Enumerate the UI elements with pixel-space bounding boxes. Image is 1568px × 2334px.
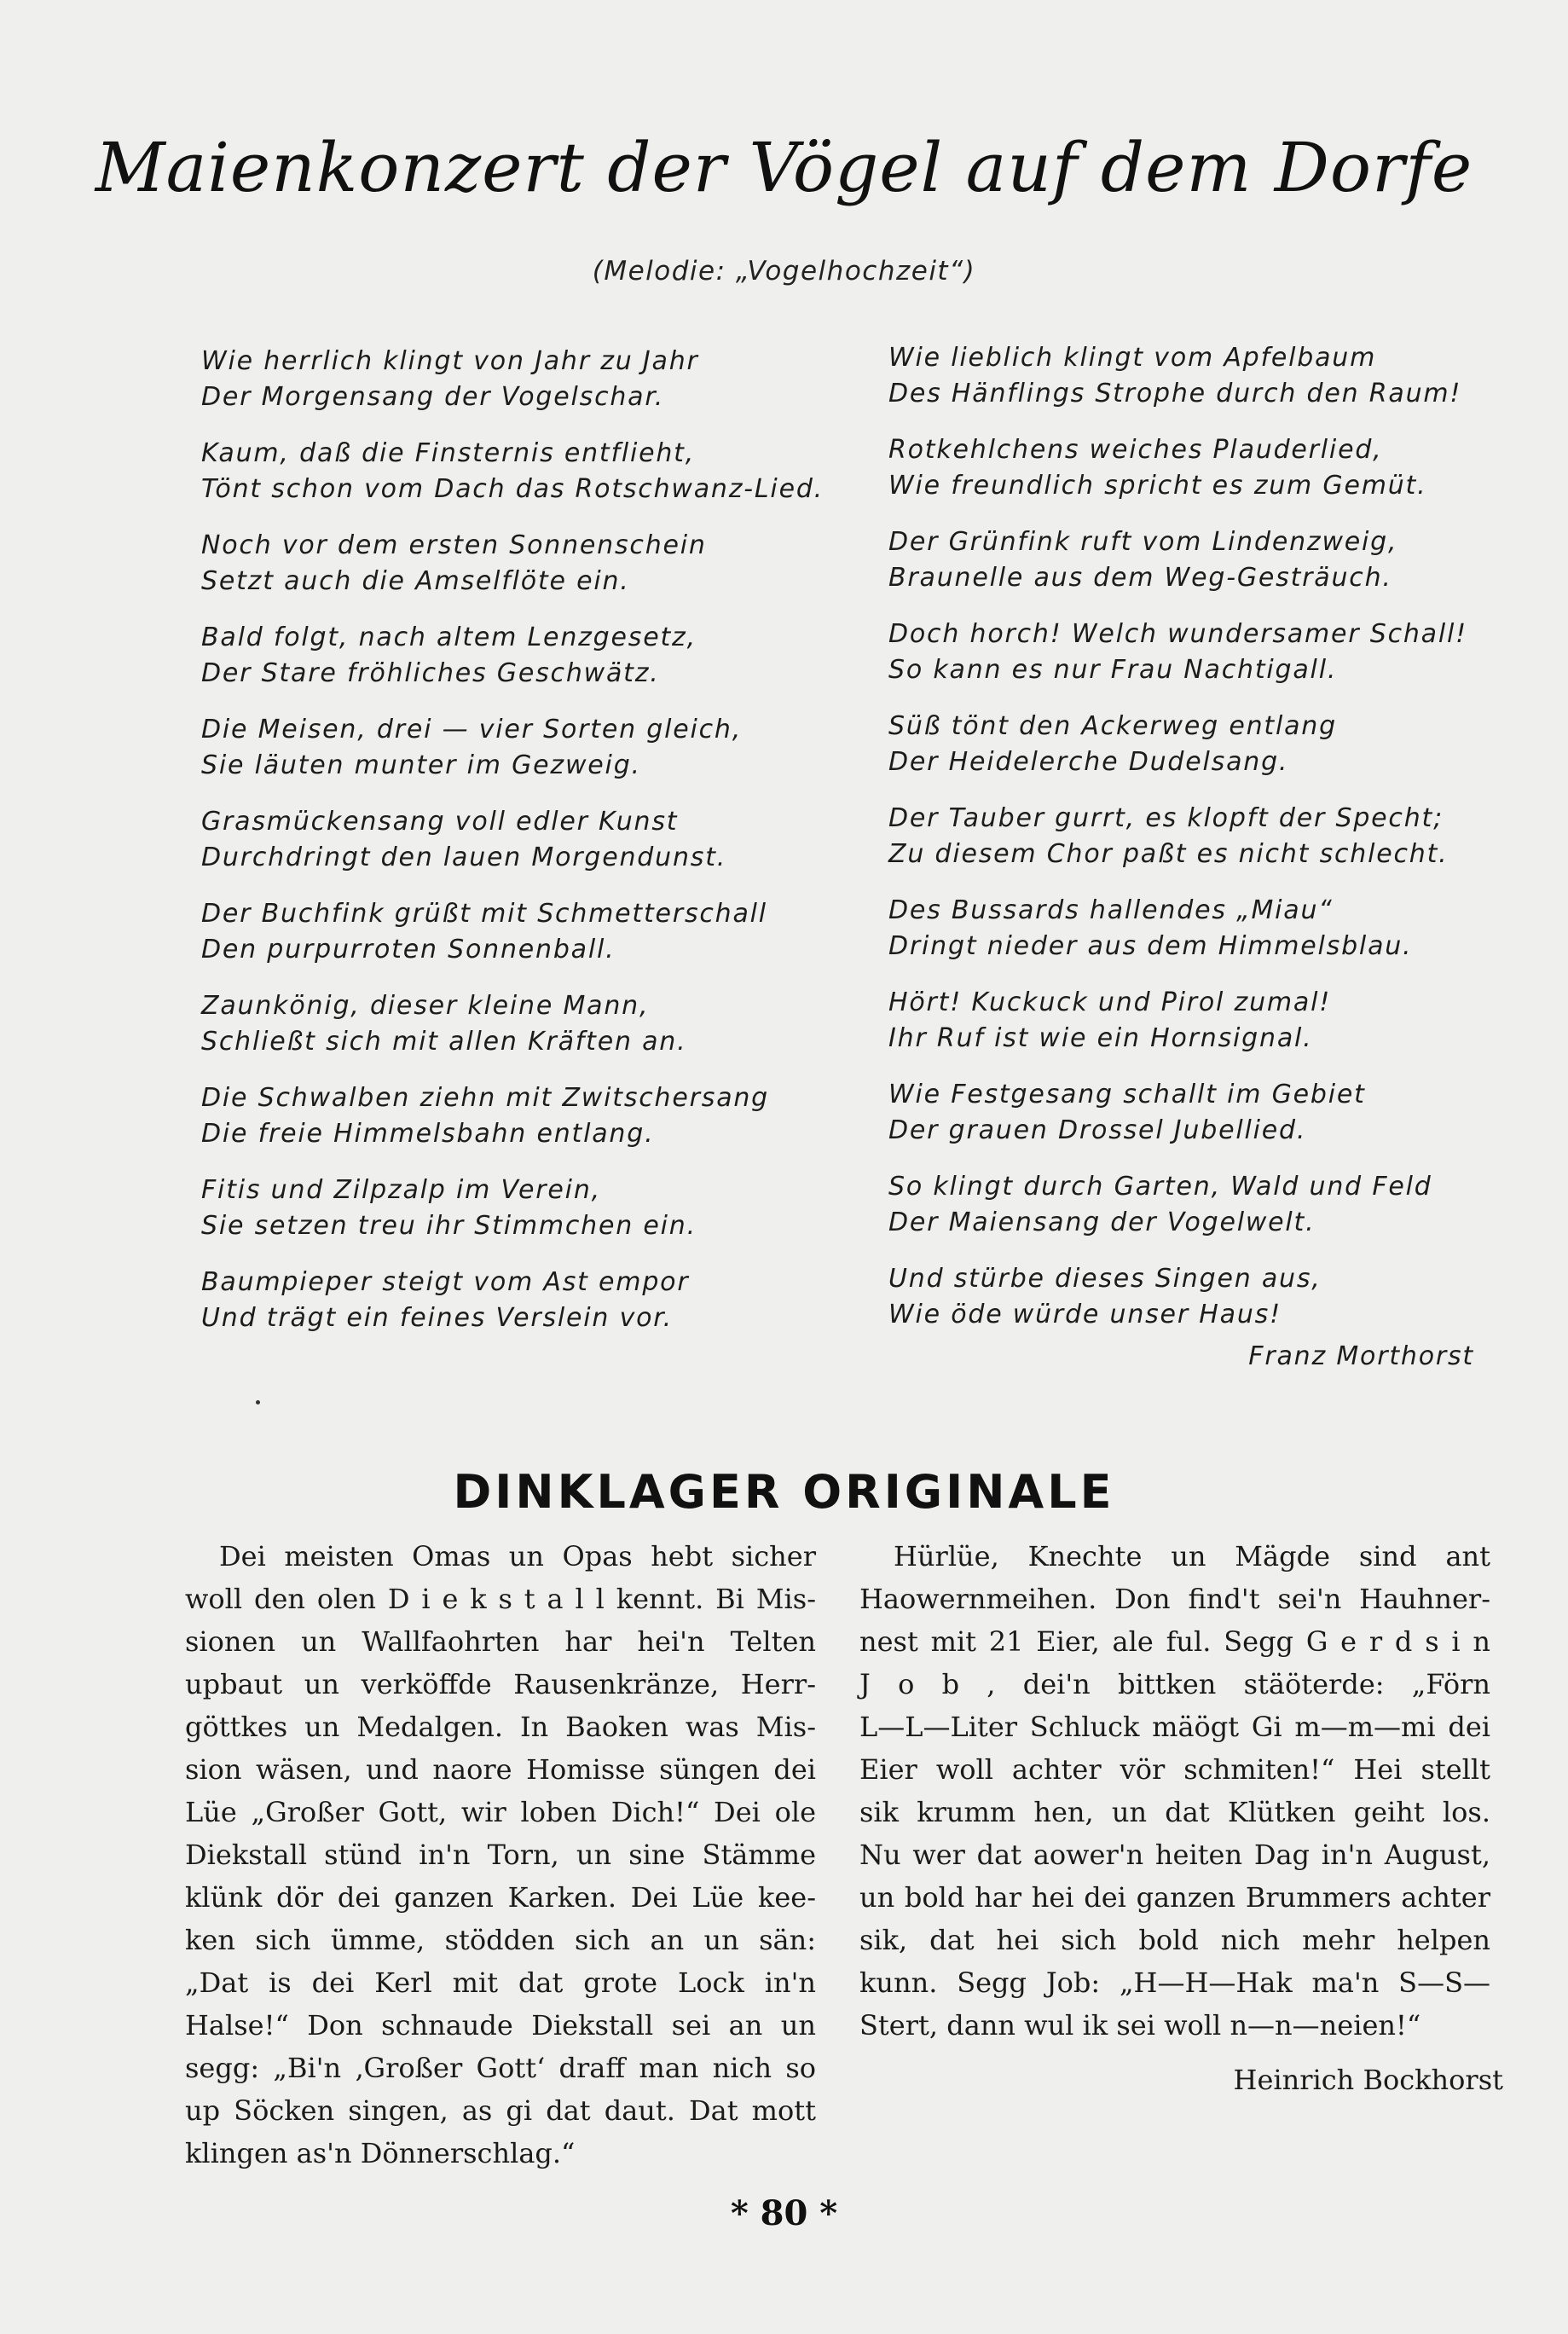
poem-stanza bbox=[888, 893, 1536, 985]
poem-line: Doch horch! Welch wundersamer Schall! bbox=[888, 619, 1467, 649]
article-line: Stert, dann wul ik sei woll n—n—neien!“ bbox=[859, 2009, 1421, 2042]
article-line: klünk dör dei ganzen Karken. Dei Lüe kee- bbox=[185, 1881, 816, 1914]
article-line: un bold har hei dei ganzen Brummers achter bbox=[859, 1881, 1490, 1914]
poem-stanza bbox=[888, 985, 1536, 1077]
poem-stanza bbox=[201, 988, 849, 1080]
poem-stanza bbox=[888, 1261, 1536, 1353]
poem-stanza bbox=[888, 1077, 1536, 1169]
poem-line: Der Grünfink ruft vom Lindenzweig, bbox=[888, 527, 1398, 557]
poem-stanza bbox=[201, 344, 849, 436]
article-line: Eier woll achter vör schmiten!“ Hei stellt bbox=[859, 1753, 1490, 1786]
poem-title: Maienkonzert der Vögel auf dem Dorfe bbox=[95, 128, 1473, 207]
poem-line: Und trägt ein feines Verslein vor. bbox=[201, 1303, 673, 1333]
poem-line: Durchdringt den lauen Morgendunst. bbox=[201, 843, 727, 872]
poem-line: Sie läuten munter im Gezweig. bbox=[201, 750, 641, 780]
article-line: sionen un Wallfaohrten har hei'n Telten bbox=[185, 1625, 816, 1658]
poem-right-column bbox=[888, 340, 1536, 1353]
poem-line: Zu diesem Chor paßt es nicht schlecht. bbox=[888, 839, 1449, 869]
poem-stanza bbox=[888, 340, 1536, 432]
poem-subtitle: (Melodie: „Vogelhochzeit“) bbox=[592, 256, 976, 287]
poem-line: Der Morgensang der Vogelschar. bbox=[201, 382, 665, 412]
poem-line: Der grauen Drossel Jubellied. bbox=[888, 1115, 1307, 1145]
poem-stanza bbox=[888, 1169, 1536, 1261]
poem-line: Des Bussards hallendes „Miau“ bbox=[888, 895, 1334, 925]
poem-stanza bbox=[888, 432, 1536, 524]
poem-stanza bbox=[888, 524, 1536, 617]
page-number: * 80 * bbox=[730, 2193, 838, 2233]
article-line: „Dat is dei Kerl mit dat grote Lock in'n bbox=[185, 1966, 816, 1999]
article-line: Diekstall stünd in'n Torn, un sine Stämme bbox=[185, 1839, 816, 1871]
article-line: up Söcken singen, as gi dat daut. Dat mott bbox=[185, 2094, 816, 2127]
article-author: Heinrich Bockhorst bbox=[1233, 2064, 1503, 2096]
poem-line: Der Stare fröhliches Geschwätz. bbox=[201, 658, 660, 688]
article-right-column bbox=[859, 1535, 1490, 2047]
article-line: ken sich ümme, stödden sich an un sän: bbox=[185, 1924, 816, 1956]
poem-line: Die freie Himmelsbahn entlang. bbox=[201, 1119, 655, 1149]
poem-line: So kann es nur Frau Nachtigall. bbox=[888, 655, 1338, 685]
article-line: Hürlüe, Knechte un Mägde sind ant bbox=[894, 1540, 1490, 1572]
poem-line: Bald folgt, nach altem Lenzgesetz, bbox=[201, 623, 697, 652]
article-line: sik, dat hei sich bold nich mehr helpen bbox=[859, 1924, 1490, 1956]
poem-line: Wie freundlich spricht es zum Gemüt. bbox=[888, 471, 1427, 501]
poem-stanza bbox=[201, 1265, 849, 1357]
poem-left-column bbox=[201, 344, 849, 1357]
poem-line: Rotkehlchens weiches Plauderlied, bbox=[888, 435, 1383, 465]
poem-line: Der Tauber gurrt, es klopft der Specht; bbox=[888, 803, 1444, 833]
poem-line: Wie herrlich klingt von Jahr zu Jahr bbox=[201, 346, 699, 376]
poem-line: Fitis und Zilpzalp im Verein, bbox=[201, 1175, 601, 1205]
poem-line: Wie Festgesang schallt im Gebiet bbox=[888, 1080, 1366, 1109]
poem-stanza bbox=[201, 896, 849, 988]
poem-stanza bbox=[201, 620, 849, 712]
article-line: sik krumm hen, un dat Klütken geiht los. bbox=[859, 1796, 1490, 1828]
article-title: DINKLAGER ORIGINALE bbox=[453, 1465, 1115, 1519]
poem-stanza bbox=[201, 436, 849, 528]
poem-line: Braunelle aus dem Weg-Gesträuch. bbox=[888, 563, 1392, 593]
article-line: Nu wer dat aower'n heiten Dag in'n August, bbox=[859, 1839, 1490, 1871]
poem-stanza bbox=[201, 528, 849, 620]
poem-line: Noch vor dem ersten Sonnenschein bbox=[201, 530, 707, 560]
poem-line: Tönt schon vom Dach das Rotschwanz-Lied. bbox=[201, 474, 825, 504]
poem-line: Des Hänflings Strophe durch den Raum! bbox=[888, 379, 1462, 408]
article-line: Lüe „Großer Gott, wir loben Dich!“ Dei ole bbox=[185, 1796, 816, 1828]
article-line: göttkes un Medalgen. In Baoken was Mis- bbox=[185, 1711, 816, 1743]
poem-line: Kaum, daß die Finsternis entflieht, bbox=[201, 438, 696, 468]
poem-line: Baumpieper steigt vom Ast empor bbox=[201, 1267, 690, 1297]
poem-stanza bbox=[888, 617, 1536, 709]
article-line: kunn. Segg Job: „H—H—Hak ma'n S—S— bbox=[859, 1966, 1490, 1999]
article-line: L—L—Liter Schluck mäögt Gi m—m—mi dei bbox=[859, 1711, 1490, 1743]
stray-dot bbox=[256, 1400, 260, 1404]
poem-line: Grasmückensang voll edler Kunst bbox=[201, 807, 679, 837]
article-line: Haowernmeihen. Don find't sei'n Hauhner- bbox=[859, 1583, 1490, 1615]
article-left-column bbox=[185, 1535, 816, 2175]
article-line: Halse!“ Don schnaude Diekstall sei an un bbox=[185, 2009, 816, 2042]
poem-stanza bbox=[201, 712, 849, 804]
poem-line: Und stürbe dieses Singen aus, bbox=[888, 1264, 1322, 1294]
poem-line: Sie setzen treu ihr Stimmchen ein. bbox=[201, 1211, 697, 1241]
poem-stanza bbox=[888, 709, 1536, 801]
poem-stanza bbox=[201, 804, 849, 896]
poem-author: Franz Morthorst bbox=[1248, 1341, 1474, 1371]
poem-stanza bbox=[888, 801, 1536, 893]
poem-line: Süß tönt den Ackerweg entlang bbox=[888, 711, 1337, 741]
poem-line: Schließt sich mit allen Kräften an. bbox=[201, 1027, 687, 1057]
poem-line: Der Buchfink grüßt mit Schmetterschall bbox=[201, 899, 767, 929]
poem-line: Die Meisen, drei — vier Sorten gleich, bbox=[201, 715, 743, 744]
poem-line: So klingt durch Garten, Wald und Feld bbox=[888, 1172, 1432, 1202]
article-line: segg: „Bi'n ‚Großer Gott‘ draff man nich so bbox=[185, 2052, 816, 2084]
article-line: J o b , dei'n bittken stäöterde: „Förn bbox=[859, 1668, 1490, 1700]
poem-line: Der Heidelerche Dudelsang. bbox=[888, 747, 1289, 777]
article-line: woll den olen D i e k s t a l l kennt. Bi Mis- bbox=[185, 1583, 816, 1615]
poem-line: Wie lieblich klingt vom Apfelbaum bbox=[888, 343, 1377, 373]
article-line: klingen as'n Dönnerschlag.“ bbox=[185, 2137, 576, 2169]
poem-line: Der Maiensang der Vogelwelt. bbox=[888, 1208, 1316, 1237]
poem-stanza bbox=[201, 1173, 849, 1265]
poem-line: Den purpurroten Sonnenball. bbox=[201, 935, 616, 964]
poem-line: Zaunkönig, dieser kleine Mann, bbox=[201, 991, 650, 1021]
article-line: nest mit 21 Eier, ale ful. Segg G e r d s i n bbox=[859, 1625, 1490, 1658]
article-line: sion wäsen, und naore Homisse süngen dei bbox=[185, 1753, 816, 1786]
poem-line: Setzt auch die Amselflöte ein. bbox=[201, 566, 630, 596]
poem-line: Ihr Ruf ist wie ein Hornsignal. bbox=[888, 1023, 1313, 1053]
poem-stanza bbox=[201, 1080, 849, 1173]
poem-line: Wie öde würde unser Haus! bbox=[888, 1300, 1282, 1329]
poem-line: Die Schwalben ziehn mit Zwitschersang bbox=[201, 1083, 770, 1113]
poem-line: Dringt nieder aus dem Himmelsblau. bbox=[888, 931, 1413, 961]
poem-line: Hört! Kuckuck und Pirol zumal! bbox=[888, 987, 1332, 1017]
article-line: Dei meisten Omas un Opas hebt sicher bbox=[219, 1540, 816, 1572]
article-line: upbaut un verköffde Rausenkränze, Herr- bbox=[185, 1668, 816, 1700]
